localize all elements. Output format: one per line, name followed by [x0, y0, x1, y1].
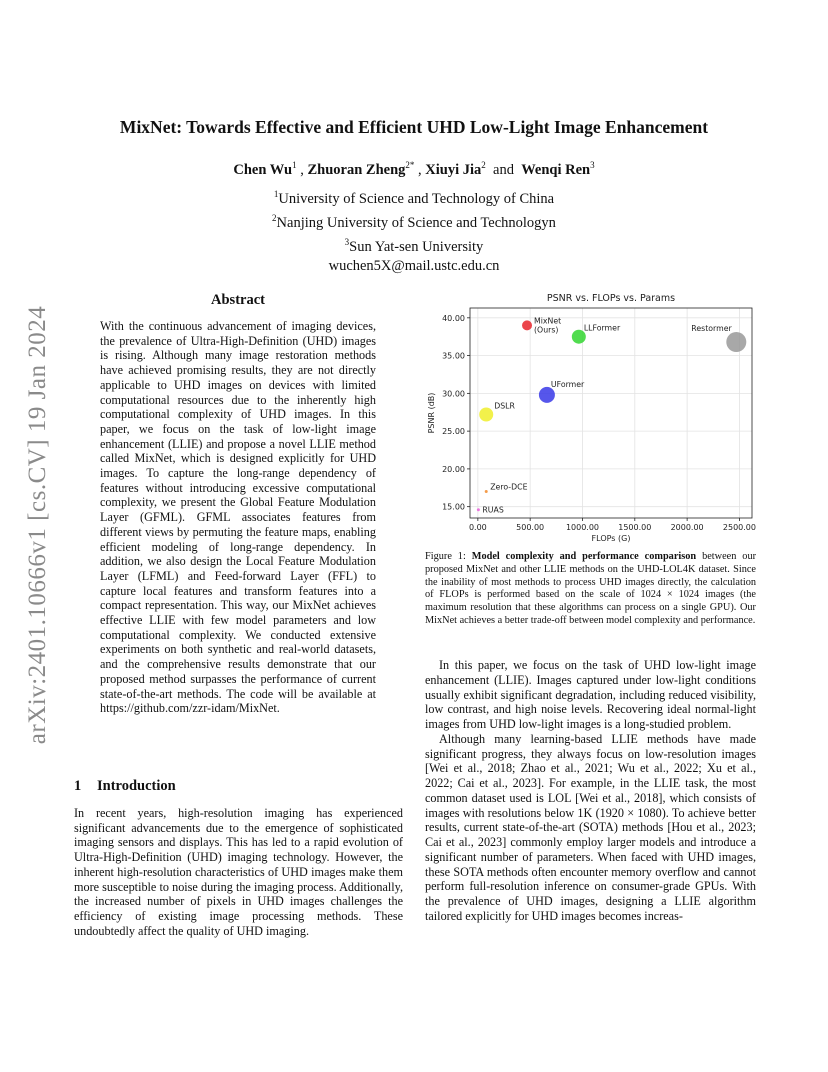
- section-number: 1: [74, 778, 82, 794]
- author-and: and: [493, 161, 514, 178]
- data-point: [479, 408, 493, 422]
- arxiv-id-text: arXiv:2401.10666v1 [cs.CV] 19 Jan 2024: [24, 305, 51, 745]
- author-name: Zhuoran Zheng: [307, 161, 406, 178]
- body-right-column: [425, 658, 756, 924]
- y-tick-label: 30.00: [442, 389, 465, 399]
- abstract-heading: Abstract: [211, 292, 265, 308]
- point-label: LLFormer: [583, 323, 621, 333]
- paper-title: MixNet: Towards Effective and Efficient UHD Low-Light Image Enhancement: [119, 117, 709, 137]
- affiliation-mark: 2: [272, 213, 277, 224]
- affiliation-name: Sun Yat-sen University: [349, 238, 484, 255]
- caption-text: between our proposed MixNet and other LLIE methods on the UHD-LOL4K dataset. Since the inability of most methods to process UHD images directly, the calculation of FLOPs is performed based on the scale of 1024 × 1024 images (the maximum resolution that these algorithms can process on a single GPU). Our MixNet achieves a better trade-off between model complexity and performance.: [425, 551, 757, 626]
- x-axis-label: FLOPs (G): [591, 534, 631, 543]
- figure-1: [418, 287, 760, 549]
- chart-title: PSNR vs. FLOPs vs. Params: [546, 293, 676, 304]
- author-name: Chen Wu: [233, 161, 293, 178]
- x-tick-label: 1500.00: [618, 523, 652, 532]
- author-email: wuchen5X@mail.ustc.edu.cn: [328, 258, 500, 275]
- y-tick-label: 25.00: [442, 427, 465, 437]
- x-tick-label: 2500.00: [722, 523, 756, 532]
- author-list: [60, 160, 768, 179]
- section-title: Introduction: [97, 778, 176, 794]
- affiliation-mark: 3: [344, 237, 350, 248]
- y-tick-label: 35.00: [442, 351, 465, 361]
- y-tick-label: 20.00: [442, 464, 465, 474]
- data-point: [726, 332, 746, 352]
- x-tick-label: 500.00: [516, 523, 545, 532]
- author-name: Wenqi Ren: [521, 161, 591, 178]
- affiliation-line: [60, 185, 768, 209]
- affiliation-mark: 1: [273, 189, 279, 199]
- author-affiliation-mark: 2: [481, 160, 486, 170]
- figure-caption: [425, 551, 756, 628]
- x-tick-label: 0.00: [468, 523, 487, 532]
- author-separator: ,: [300, 161, 304, 178]
- body-paragraph: In this paper, we focus on the task of UHD low-light image enhancement (LLIE). Images captured under low-light conditions usually exhibit significant degradation, including reduced visibility, low contrast, and high noise levels. Recovering ideal normal-light images from UHD low-light images is a long-studied problem.: [425, 658, 756, 731]
- data-point: [477, 508, 480, 511]
- author-affiliation-mark: 3: [590, 160, 595, 170]
- x-tick-label: 2000.00: [670, 523, 704, 532]
- psnr-flops-chart: [418, 287, 760, 549]
- data-point: [539, 387, 555, 403]
- y-tick-label: 40.00: [442, 313, 465, 323]
- author-affiliation-mark: 1: [292, 160, 297, 170]
- caption-bold: Model complexity and performance comparison: [471, 551, 697, 562]
- affiliation-block: [60, 185, 768, 276]
- data-point: [522, 320, 532, 330]
- point-label: Zero-DCE: [490, 482, 528, 492]
- body-paragraph: Although many learning-based LLIE methods have made significant progress, they always focus on low-resolution images [Wei et al., 2018; Zhao et al., 2021; Wu et al., 2022; Xu et al., 2022; Cai et al., 2023]. For example, in the LLIE task, the most common dataset used is LOL [Wei et al., 2018], which consists of images with resolutions below 1K (1920 × 1080). To achieve better results, current state-of-the-art (SOTA) methods [Hou et al., 2023; Cai et al., 2023] commonly employ larger models and introduce a significant number of parameters. When faced with UHD images, these SOTA methods often encounter memory overflow and cannot perform full-resolution inference on consumer-grade GPUs. With the prevalence of UHD images, designing a LLIE algorithm tailored explicitly for UHD images becomes increas-: [425, 731, 756, 923]
- affiliation-name: University of Science and Technology of China: [278, 190, 555, 207]
- caption-label: Figure 1:: [425, 551, 466, 562]
- affiliation-line: [60, 233, 768, 257]
- author-name: Xiuyi Jia: [425, 161, 482, 178]
- point-label: (Ours): [534, 325, 559, 335]
- y-tick-label: 15.00: [442, 502, 465, 512]
- point-label: RUAS: [482, 505, 504, 515]
- point-label: UFormer: [550, 379, 585, 389]
- data-point: [485, 490, 488, 493]
- point-label: DSLR: [494, 401, 515, 411]
- arxiv-identifier: [18, 290, 58, 760]
- author-affiliation-mark: 2*: [405, 160, 415, 170]
- affiliation-name: Nanjing University of Science and Technologyn: [276, 214, 556, 231]
- author-separator: ,: [418, 161, 422, 178]
- point-label: Restormer: [691, 323, 732, 333]
- affiliation-line: [60, 209, 768, 233]
- y-axis-label: PSNR (dB): [427, 392, 436, 434]
- abstract-text: With the continuous advancement of imaging devices, the prevalence of Ultra-High-Definition (UHD) images is rising. Although many image restoration methods have achieved promising results, they are not directly applicable to UHD images on devices with limited computational resources due to the inherently high computational complexity of UHD images. In this paper, we focus on the task of low-light image enhancement (LLIE) and propose a novel LLIE method called MixNet, which is designed explicitly for UHD images. To capture the long-range dependency of features without introducing excessive computational complexity, we present the Global Feature Modulation Layer (GFML). GFML associates features from different views by permuting the feature maps, enabling efficient modeling of long-range dependency. In addition, we also design the Local Feature Modulation Layer (LFML) and Feed-forward Layer (FFL) to capture local features and transform features into a compact representation. This way, our MixNet achieves effective LLIE with few model parameters and low computational complexity. We conducted extensive experiments on both synthetic and real-world datasets, and the comprehensive results demonstrate that our proposed method surpasses the performance of current state-of-the-art methods. The code will be available at https://github.com/zzr-idam/MixNet.: [100, 319, 376, 716]
- x-tick-label: 1000.00: [565, 523, 600, 532]
- point-label: MixNet: [534, 316, 562, 326]
- section-heading-introduction: [74, 778, 176, 795]
- introduction-text: In recent years, high-resolution imaging has experienced significant advancements due to the emergence of sophisticated imaging sensors and displays. This has led to a rapid evolution of Ultra-High-Definition (UHD) imaging technology. However, the inherent high-resolution characteristics of UHD images make them more susceptible to noise during the imaging process. Additionally, the increased number of pixels in UHD images challenges the efficiency of existing image processing methods. These undoubtedly affect the quality of UHD imaging.: [74, 806, 403, 938]
